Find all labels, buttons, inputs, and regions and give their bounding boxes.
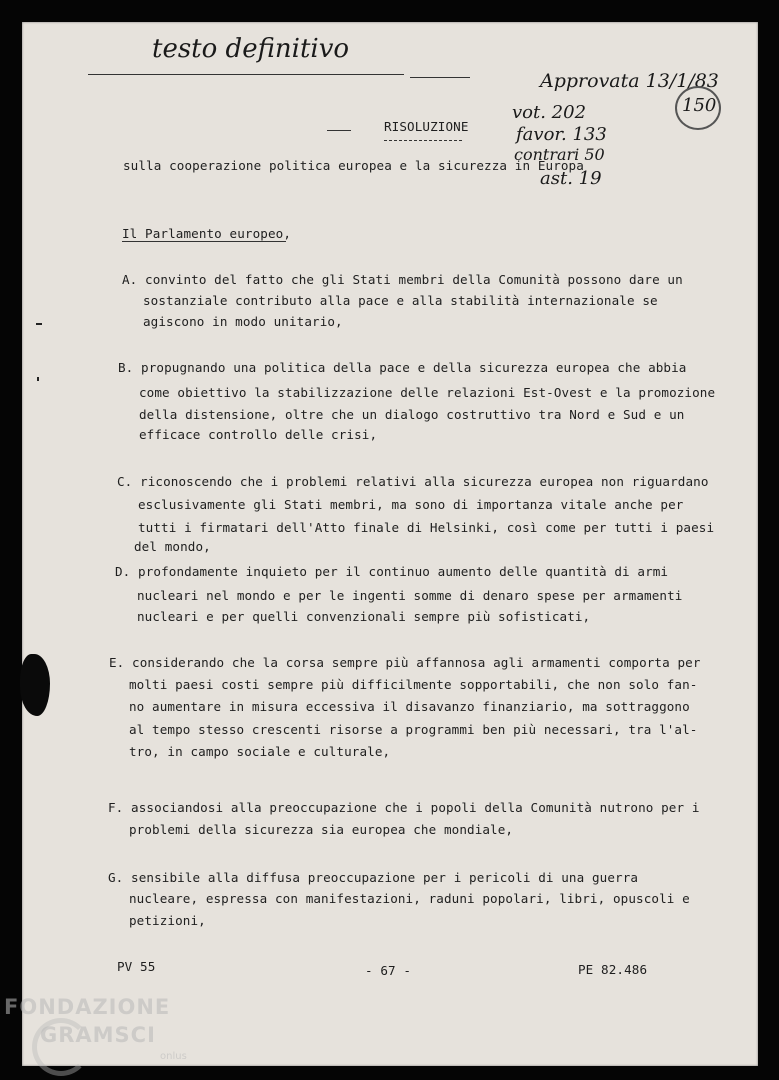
watermark-line-2: GRAMSCI <box>40 1023 156 1047</box>
watermark-line-3: onlus <box>160 1051 187 1062</box>
clause-c-line-4: del mondo, <box>134 539 211 554</box>
margin-mark <box>37 377 39 381</box>
clause-e-line-4: al tempo stesso crescenti risorse a programmi ben più necessari, tra l'al- <box>129 722 698 737</box>
clause-b-line-3: della distensione, oltre che un dialogo costruttivo tra Nord e Sud e un <box>139 407 685 422</box>
clause-a-line-1: A. convinto del fatto che gli Stati membri della Comunità possono dare un <box>122 272 683 287</box>
title-underline <box>88 74 404 75</box>
vote-against: contrari 50 <box>514 145 605 164</box>
subtitle: sulla cooperazione politica europea e la sicurezza in Europa <box>123 158 584 173</box>
clause-c-line-3: tutti i firmatari dell'Atto finale di Helsinki, così come per tutti i paesi <box>138 520 715 535</box>
clause-e-line-3: no aumentare in misura eccessiva il disavanzo finanziario, ma sottraggono <box>129 699 690 714</box>
clause-f-line-1: F. associandosi alla preoccupazione che i popoli della Comunità nutrono per i <box>108 800 700 815</box>
clause-b-line-2: come obiettivo la stabilizzazione delle relazioni Est-Ovest e la promozione <box>139 385 716 400</box>
footer-right: PE 82.486 <box>578 962 648 977</box>
circled-number-text: 150 <box>682 95 717 116</box>
margin-mark <box>36 323 42 325</box>
clause-g-line-1: G. sensibile alla diffusa preoccupazione per i pericoli di una guerra <box>108 870 639 885</box>
handwritten-title: testo definitivo <box>152 34 350 64</box>
clause-g-line-3: petizioni, <box>129 913 206 928</box>
clause-d-line-1: D. profondamente inquieto per il continuo aumento delle quantità di armi <box>115 564 669 579</box>
clause-e-line-5: tro, in campo sociale e culturale, <box>129 744 391 759</box>
clause-c-line-1: C. riconoscendo che i problemi relativi alla sicurezza europea non riguardano <box>117 474 709 489</box>
vote-favor: favor. 133 <box>516 124 607 145</box>
heading-dash <box>327 130 351 131</box>
watermark-line-1: FONDAZIONE <box>4 995 171 1019</box>
clause-e-line-2: molti paesi costi sempre più difficilmente sopportabili, che non solo fan- <box>129 677 698 692</box>
preamble: Il Parlamento europeo, <box>122 226 292 241</box>
footer-left: PV 55 <box>117 959 156 974</box>
clause-f-line-2: problemi della sicurezza sia europea che mondiale, <box>129 822 514 837</box>
watermark <box>4 995 187 1062</box>
title-underline-right <box>410 77 470 78</box>
heading: RISOLUZIONE <box>384 119 469 134</box>
clause-a-line-2: sostanziale contributo alla pace e alla stabilità internazionale se <box>143 293 658 308</box>
vote-abstain: ast. 19 <box>540 168 602 189</box>
clause-e-line-1: E. considerando che la corsa sempre più affannosa agli armamenti comporta per <box>109 655 701 670</box>
clause-b-line-4: efficace controllo delle crisi, <box>139 427 378 442</box>
clause-c-line-2: esclusivamente gli Stati membri, ma sono di importanza vitale anche per <box>138 497 684 512</box>
clause-g-line-2: nucleare, espressa con manifestazioni, raduni popolari, libri, opuscoli e <box>129 891 690 906</box>
clause-d-line-2: nucleari nel mondo e per le ingenti somme di denaro spese per armamenti <box>137 588 683 603</box>
preamble-underline <box>122 241 286 242</box>
ink-blot <box>20 654 50 716</box>
clause-a-line-3: agiscono in modo unitario, <box>143 314 343 329</box>
document-page <box>22 22 758 1066</box>
vote-total: vot. 202 <box>512 102 587 123</box>
clause-b-line-1: B. propugnando una politica della pace e della sicurezza europea che abbia <box>118 360 687 375</box>
approval-note: Approvata 13/1/83 <box>540 70 719 92</box>
clause-d-line-3: nucleari e per quelli convenzionali sempre più sofisticati, <box>137 609 591 624</box>
footer-page-number: - 67 - <box>365 963 412 978</box>
heading-underline <box>384 140 462 141</box>
